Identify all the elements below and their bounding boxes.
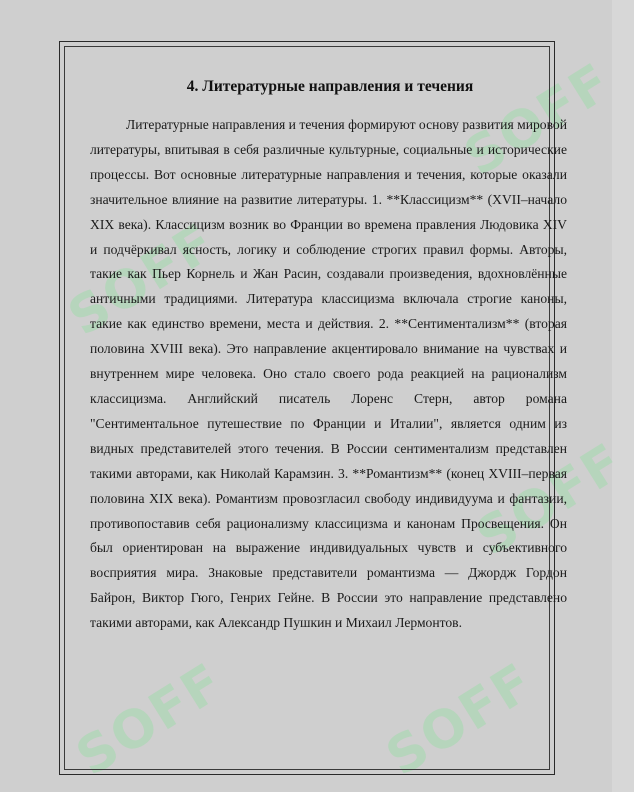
watermark: SOFF — [376, 651, 545, 789]
watermark: SOFF — [454, 51, 623, 189]
watermark: SOFF — [466, 431, 634, 569]
body-paragraph: Литературные направления и течения формируют основу развития мировой литературы, впитывая в себя различные культурные, социальные и исторические процессы. Вот основные литературные направления и течения, которые оказали значительное влияние на развитие литературы. 1. **Классицизм** (XVII–начало XIX века). Классицизм возник во Франции во времена правления Людовика XIV и подчёркивал ясность, логику и соблюдение строгих правил формы. Авторы, такие как Пьер Корнель и Жан Расин, создавали произведения, вдохновлённые античными традициями. Литература классицизма включала строгие каноны, такие как единство времени, места и действия. 2. **Сентиментализм** (вторая половина XVIII века). Это направление акцентировало внимание на чувствах и внутреннем мире человека. Оно стало своего рода реакцией на рационализм классицизма. Английский писатель Лоренс Стерн, автор романа "Сентиментальное путешествие по Франции и Италии", является одним из видных представителей этого течения. В России сентиментализм представлен такими авторами, как Николай Карамзин. 3. **Романтизм** (конец XVIII–первая половина XIX века). Романтизм провозгласил свободу индивидуума и фантазии, противопоставив себя рационализму классицизма и канонам Просвещения. Он был ориентирован на выражение индивидуальных чувств и субъективного восприятия мира. Знаковые представители романтизма — Джордж Гордон Байрон, Виктор Гюго, Генрих Гейне. В России это направление представлено такими авторами, как Александр Пушкин и Михаил Лермонтов. — [90, 117, 567, 631]
watermark: SOFF — [66, 651, 235, 789]
watermark: SOFF — [58, 211, 227, 349]
section-title: 4. Литературные направления и течения — [186, 78, 474, 95]
